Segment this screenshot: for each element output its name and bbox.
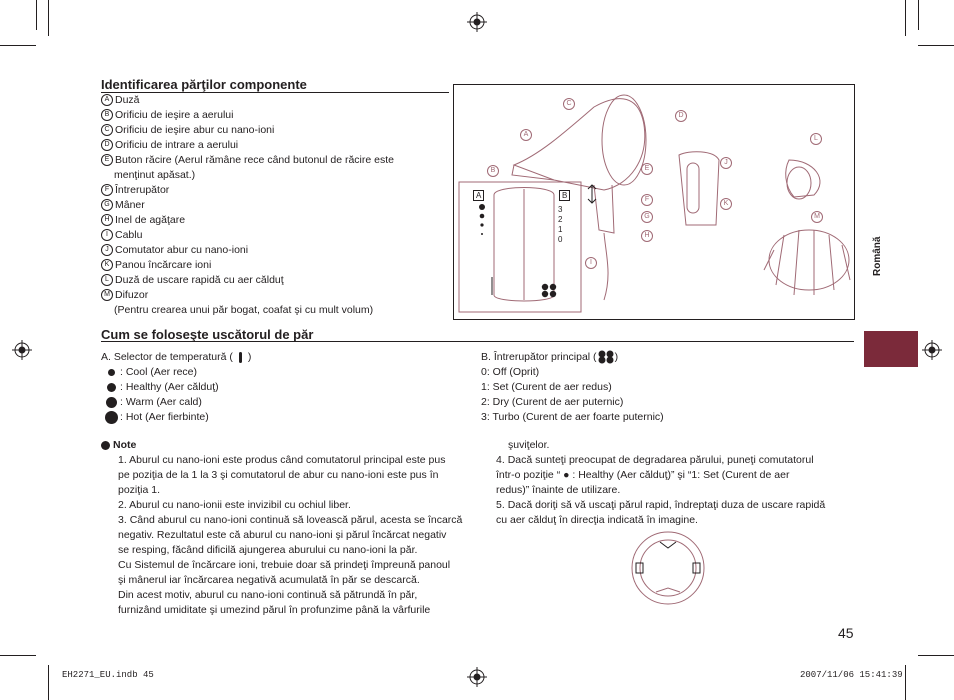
note-line: redus)” înainte de utilizare.: [496, 484, 621, 496]
fan-icon: [597, 350, 615, 364]
part-text: Orificiu de ieşire a aerului: [115, 109, 234, 121]
note-continuation: şuviţelor.: [508, 439, 550, 451]
part-letter: A: [101, 94, 113, 106]
part-letter: G: [101, 199, 113, 211]
diagram-label-i: I: [585, 257, 597, 269]
registration-mark-icon: [467, 12, 487, 32]
main-switch-title: B. Întrerupător principal (: [481, 351, 597, 363]
part-item: [101, 123, 446, 138]
temp-option: : Cool (Aer rece): [101, 365, 461, 380]
note-line: 3. Când aburul cu nano-ioni continuă să lovească părul, acesta se încarcă: [118, 514, 463, 526]
note-line: poziţia 1.: [118, 484, 161, 496]
switch-option: 2: Dry (Curent de aer puternic): [481, 396, 624, 408]
diagram-label-j: J: [720, 157, 732, 169]
part-item: [101, 153, 446, 168]
main-switch: B. Întrerupător principal ( ) 0: Off (Oprit) 1: Set (Curent de aer redus) 2: Dry (Curent de aer puternic) 3: Turbo (Curent de aer foarte puternic): [481, 350, 851, 425]
diagram-label-h: H: [641, 230, 653, 242]
part-text: menţinut apăsat.): [114, 169, 196, 181]
note-line: 2. Aburul cu nano-ionii este invizibil cu ochiul liber.: [118, 499, 351, 511]
part-letter: L: [101, 274, 113, 286]
temp-option: : Healthy (Aer călduţ): [101, 380, 461, 395]
part-letter: J: [101, 244, 113, 256]
part-text: Orificiu de ieşire abur cu nano-ioni: [115, 124, 275, 136]
part-letter: F: [101, 184, 113, 196]
part-item: [101, 183, 446, 198]
crop-mark: [918, 655, 954, 656]
hair-dryer-illustration: [454, 85, 854, 319]
diagram-label-l: L: [810, 133, 822, 145]
crop-mark: [0, 45, 36, 46]
footer-timestamp: 2007/11/06 15:41:39: [800, 670, 903, 680]
temp-dot-icon: [107, 383, 116, 392]
part-item: [101, 303, 446, 318]
note-line: 4. Dacă sunteţi preocupat de degradarea părului, puneţi comutatorul: [496, 454, 814, 466]
note-heading: Note: [101, 438, 136, 453]
notes-right: [486, 453, 856, 528]
note-line: pe poziţia de la 1 la 3 şi comutatorul de abur cu nano-ioni este pus în: [118, 469, 439, 481]
part-text: Difuzor: [115, 289, 149, 301]
divider: [101, 341, 854, 342]
section-title-parts: Identificarea părţilor componente: [101, 77, 307, 92]
part-item: [101, 288, 446, 303]
diagram-label-a: A: [520, 129, 532, 141]
part-item: [101, 93, 446, 108]
diagram-label-m: M: [811, 211, 823, 223]
crop-mark: [918, 45, 954, 46]
diagram-label-b: B: [487, 165, 499, 177]
note-line: cu aer călduţ în direcţia indicată în imagine.: [496, 514, 698, 526]
part-letter: M: [101, 289, 113, 301]
switch-option: 3: Turbo (Curent de aer foarte puternic): [481, 411, 664, 423]
part-item: [101, 198, 446, 213]
temp-selector-title: A. Selector de temperatură (: [101, 351, 233, 363]
part-text: Duză de uscare rapidă cu aer călduţ: [115, 274, 284, 286]
part-item: [101, 243, 446, 258]
registration-mark-icon: [922, 340, 942, 360]
quick-dry-nozzle-figure: [630, 530, 706, 606]
diagram-label-c: C: [563, 98, 575, 110]
diagram-label-k: K: [720, 198, 732, 210]
part-letter: I: [101, 229, 113, 241]
temp-dot-icon: [105, 411, 118, 424]
part-letter: K: [101, 259, 113, 271]
language-tab: [864, 331, 918, 367]
switch-number: 0: [558, 235, 563, 244]
temp-dot-icon: [106, 397, 117, 408]
inset-label-a: A: [473, 190, 484, 201]
switch-numbers: [558, 205, 562, 245]
note-line: şi mânerul iar încărcarea negativă acumulată în păr se descarcă.: [118, 574, 420, 586]
note-line: furnizând umiditate şi umezind părul în profunzime până la vârfurile: [118, 604, 431, 616]
part-text: Panou încărcare ioni: [115, 259, 212, 271]
temp-option: : Warm (Aer cald): [101, 395, 461, 410]
crop-mark: [48, 665, 49, 700]
temperature-selector: A. Selector de temperatură ( ) : Cool (Aer rece) : Healthy (Aer călduţ) : Warm (Aer cald) : Hot (Aer fierbinte): [101, 350, 461, 425]
note-line: se resping, făcând dificilă ajungerea aburului cu nano-ioni la păr.: [118, 544, 418, 556]
part-letter: E: [101, 154, 113, 166]
part-text: Orificiu de intrare a aerului: [115, 139, 239, 151]
part-text: Cablu: [115, 229, 143, 241]
crop-mark: [48, 0, 49, 36]
part-item: [101, 108, 446, 123]
section-title-usage: Cum se foloseşte uscătorul de păr: [101, 327, 314, 342]
page-number: 45: [838, 625, 854, 641]
crop-mark: [905, 0, 906, 36]
part-item: [101, 168, 446, 183]
part-item: [101, 138, 446, 153]
part-text: Buton răcire (Aerul rămâne rece când butonul de răcire este: [115, 154, 394, 166]
part-letter: C: [101, 124, 113, 136]
part-item: [101, 258, 446, 273]
registration-mark-icon: [467, 667, 487, 687]
switch-number: 2: [558, 215, 563, 224]
note-line: într-o poziţie “ ● : Healthy (Aer călduţ)” şi “1: Set (Curent de aer: [496, 469, 790, 481]
parts-list: [101, 93, 446, 318]
switch-number: 3: [558, 205, 563, 214]
note-line: Din acest motiv, aburul cu nano-ioni continuă să pătrundă în păr,: [118, 589, 418, 601]
part-text: Întrerupător: [115, 184, 170, 196]
temp-option: : Hot (Aer fierbinte): [101, 410, 461, 425]
part-text: Comutator abur cu nano-ioni: [115, 244, 249, 256]
part-letter: H: [101, 214, 113, 226]
part-letter: D: [101, 139, 113, 151]
part-item: [101, 273, 446, 288]
diagram-label-e: E: [641, 163, 653, 175]
crop-mark: [905, 665, 906, 700]
part-text: Duză: [115, 94, 140, 106]
note-line: 1. Aburul cu nano-ioni este produs când comutatorul principal este pus: [118, 454, 446, 466]
language-label: Română: [872, 236, 883, 276]
hair-dryer-diagram: [453, 84, 855, 320]
diagram-label-d: D: [675, 110, 687, 122]
note-line: 5. Dacă doriţi să vă uscaţi părul rapid, îndreptaţi duza de uscare rapidă: [496, 499, 826, 511]
footer-file: EH2271_EU.indb 45: [62, 670, 154, 680]
crop-mark: [36, 0, 37, 30]
part-letter: B: [101, 109, 113, 121]
switch-option: 1: Set (Curent de aer redus): [481, 381, 612, 393]
switch-option: 0: Off (Oprit): [481, 366, 540, 378]
part-text: (Pentru crearea unui păr bogat, coafat şi cu mult volum): [114, 304, 374, 316]
part-item: [101, 213, 446, 228]
bullet-icon: [101, 441, 110, 450]
part-text: Mâner: [115, 199, 145, 211]
notes-left: [108, 453, 473, 618]
registration-mark-icon: [12, 340, 32, 360]
part-text: Inel de agăţare: [115, 214, 186, 226]
diagram-label-f: F: [641, 194, 653, 206]
switch-number: 1: [558, 225, 563, 234]
temp-dot-icon: [108, 369, 115, 376]
note-line: Cu Sistemul de încărcare ioni, trebuie doar să prindeţi împreună panoul: [118, 559, 451, 571]
part-item: [101, 228, 446, 243]
crop-mark: [0, 655, 36, 656]
diagram-label-g: G: [641, 211, 653, 223]
note-line: negativ. Rezultatul este că aburul cu nano-ioni şi părul încărcat negativ: [118, 529, 447, 541]
inset-label-b: B: [559, 190, 570, 201]
crop-mark: [918, 0, 919, 30]
thermometer-icon: [239, 352, 242, 363]
